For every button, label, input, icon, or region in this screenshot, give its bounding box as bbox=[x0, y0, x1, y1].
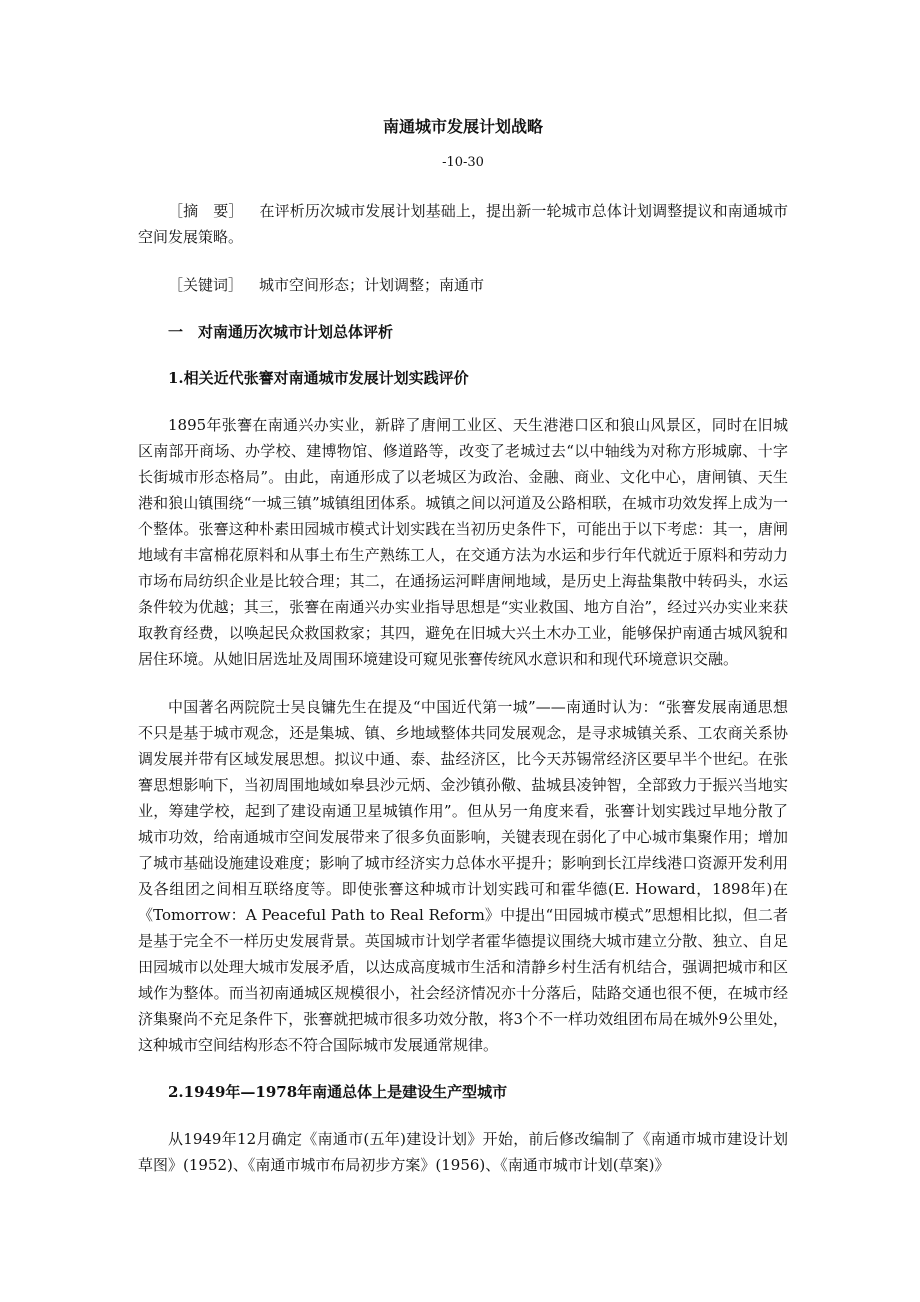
keywords bbox=[138, 272, 788, 298]
section-heading-1: 一 对南通历次城市计划总体评析 bbox=[168, 323, 394, 341]
document-date: -10-30 bbox=[442, 155, 484, 170]
document-title: 南通城市发展计划战略 bbox=[382, 117, 543, 136]
keywords-label: ［关键词］ bbox=[168, 276, 244, 294]
abstract bbox=[138, 198, 788, 250]
document-body bbox=[138, 116, 788, 1200]
paragraph-2: 中国著名两院院士吴良镛先生在提及“中国近代第一城”——南通时认为：“张謇发展南通思想不只是基于城市观念，还是集城、镇、乡地域整体共同发展观念，是寻求城镇关系、工农商关系协调发展并带有区域发展思想。拟议中通、泰、盐经济区，比今天苏锡常经济区要早半个世纪。在张謇思想影响下，当初周围地域如皋县沙元炳、金沙镇孙儆、盐城县凌钟智，全部致力于振兴当地实业，筹建学校，起到了建设南通卫星城镇作用”。但从另一角度来看，张謇计划实践过早地分散了城市功效，给南通城市空间发展带来了很多负面影响，关键表现在弱化了中心城市集聚作用；增加了城市基础设施建设难度；影响了城市经济实力总体水平提升；影响到长江岸线港口资源开发利用及各组团之间相互联络度等。即使张謇这种城市计划实践可和霍华德(E. Howard，1898年)在《Tomorrow：A Peaceful Path to Real Reform》中提出“田园城市模式”思想相比拟，但二者是基于完全不一样历史发展背景。英国城市计划学者霍华德提议围绕大城市建立分散、独立、自足田园城市以处理大城市发展矛盾，以达成高度城市生活和清静乡村生活有机结合，强调把城市和区域作为整体。而当初南通城区规模很小，社会经济情况亦十分落后，陆路交通也很不便，在城市经济集聚尚不充足条件下，张謇就把城市很多功效分散，将3个不一样功效组团布局在城外9公里处，这种城市空间结构形态不符合国际城市发展通常规律。 bbox=[138, 698, 788, 1054]
abstract-text: 在评析历次城市发展计划基础上，提出新一轮城市总体计划调整提议和南通城市空间发展策略。 bbox=[138, 202, 788, 246]
paragraph-3: 从1949年12月确定《南通市(五年)建设计划》开始，前后修改编制了《南通市城市建设计划草图》(1952)、《南通市城市布局初步方案》(1956)、《南通市城市计划(草案)》 bbox=[138, 1130, 788, 1174]
keywords-text: 城市空间形态；计划调整；南通市 bbox=[259, 276, 485, 294]
abstract-label: ［摘 要］ bbox=[168, 202, 244, 220]
paragraph-1: 1895年张謇在南通兴办实业，新辟了唐闸工业区、天生港港口区和狼山风景区，同时在旧城区南部开商场、办学校、建博物馆、修道路等，改变了老城过去“以中轴线为对称方形城廓、十字长街城市形态格局”。由此，南通形成了以老城区为政治、金融、商业、文化中心，唐闸镇、天生港和狼山镇围绕“一城三镇”城镇组团体系。城镇之间以河道及公路相联，在城市功效发挥上成为一个整体。张謇这种朴素田园城市模式计划实践在当初历史条件下，可能出于以下考虑：其一，唐闸地域有丰富棉花原料和从事土布生产熟练工人，在交通方法为水运和步行年代就近于原料和劳动力市场布局纺织企业是比较合理；其二，在通扬运河畔唐闸地域，是历史上海盐集散中转码头，水运条件较为优越；其三，张謇在南通兴办实业指导思想是“实业救国、地方自治”，经过兴办实业来获取教育经费，以唤起民众救国救家；其四，避免在旧城大兴土木办工业，能够保护南通古城风貌和居住环境。从她旧居选址及周围环境建设可窥见张謇传统风水意识和和现代环境意识交融。 bbox=[138, 416, 788, 668]
subsection-heading-1: 1.相关近代张謇对南通城市发展计划实践评价 bbox=[168, 369, 469, 387]
subsection-heading-2: 2.1949年—1978年南通总体上是建设生产型城市 bbox=[168, 1083, 508, 1101]
